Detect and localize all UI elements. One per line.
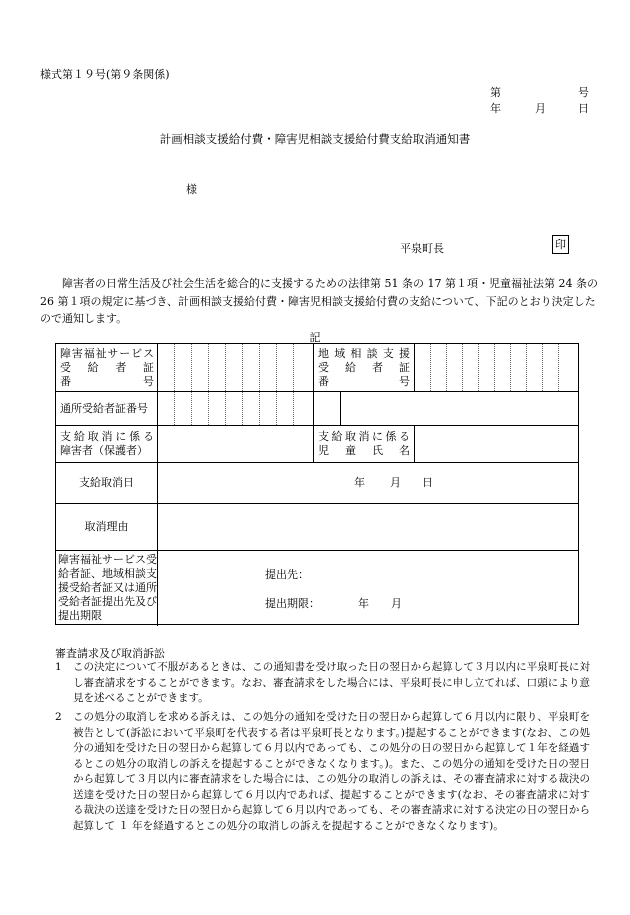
submission-deadline-year: 年: [358, 597, 369, 610]
submission-label-5: 提出期限: [58, 609, 102, 622]
cancel-date-label: 支給取消日: [79, 476, 134, 489]
document-title: 計画相談支援給付費・障害児相談支援給付費支給取消通知書: [159, 132, 471, 146]
welfare-cert-label-2: 受 給 者 証: [60, 361, 154, 374]
daycare-cert-label: 通所受給者証番号: [60, 402, 148, 415]
cancel-date-month: 月: [390, 476, 401, 489]
note-text: この処分の取消しを求める訴えは、この処分の通知を受けた日の翌日から起算して６月以内に限り、平泉町を被告として(訴訟において平泉町を代表する者は平泉町長となります。)提起することができます(なお、この処分の通知を受けた日の翌日から起算して６月以内であっても、この処分の日の翌日から起算して１年を経過するとこの処分の取消しの訴えを提起することができなくなります。)。また、この処分の通知を受けた日の翌日から起算して３月以内に審査請求をした場合には、この処分の取消しの訴えは、その審査請求に対する裁決の送達を受けた日の翌日から起算して６月以内であれば、提起することができます(なお、その審査請求に対する裁決の送達を受けた日の翌日から起算して６月以内であっても、その審査請求に対する決定の日の翌日から起算して １ 年を経過するとこの処分の取消しの訴えを提起することができなくなります)。: [73, 711, 590, 832]
submission-label-4: 受給者証提出先及び: [58, 595, 157, 608]
cancel-date-day: 日: [422, 476, 433, 489]
submission-label-2: 給者証、地域相談支: [58, 567, 157, 580]
table-row: [56, 504, 578, 551]
note-item: [55, 710, 590, 834]
table-row: [56, 463, 578, 504]
addressee-suffix: 様: [186, 183, 197, 196]
note-text: この決定について不服があるときは、この通知書を受け取った日の翌日から起算して３月以内に平泉町長に対し審査請求をすることができます。なお、審査請求をした場合には、平泉町長に申し立てれば、口頭により意見を述べることができます。: [73, 661, 590, 704]
number-prefix: 第: [490, 86, 501, 99]
submission-deadline-label: 提出期限：: [265, 597, 320, 610]
body-paragraph: 障害者の日常生活及び社会生活を総合的に支援するための法律第 51 条の 17 第１項・児童福祉法第 24 条の 26 第１項の規定に基づき、計画相談支援給付費・障害児相談支援給付費の支給について、下記のとおり決定したので通知します。: [40, 277, 598, 325]
welfare-cert-label-1: 障害福祉サービス: [60, 347, 154, 360]
table-row: [56, 392, 578, 426]
details-table: [55, 343, 579, 625]
seal-mark: 印: [552, 235, 569, 254]
ki-heading: 記: [309, 331, 321, 344]
issuer-name: 平泉町長: [400, 242, 444, 255]
submission-deadline-month: 月: [391, 597, 402, 610]
child-name-label-1: 支給取消に係る: [318, 430, 410, 443]
cancel-reason-label: 取消理由: [84, 520, 129, 533]
table-row: [56, 344, 578, 392]
community-cert-label-1: 地域相談支援: [318, 347, 410, 360]
cancel-date-year: 年: [354, 476, 365, 489]
note-number: 2: [55, 711, 62, 723]
submission-destination-label: 提出先：: [265, 568, 309, 581]
note-number: 1: [55, 661, 62, 673]
number-suffix: 号: [578, 86, 589, 99]
date-month: 月: [535, 102, 546, 115]
community-cert-label-2: 受 給 者 証: [318, 361, 410, 374]
date-year: 年: [490, 102, 501, 115]
welfare-cert-label-3: 番 号: [60, 375, 154, 388]
table-row: [56, 551, 578, 626]
submission-label-3: 援受給者証又は通所: [58, 581, 157, 594]
note-item: [55, 660, 590, 707]
notes-heading: 審査請求及び取消訴訟: [55, 647, 165, 660]
community-cert-label-3: 番 号: [318, 375, 410, 388]
child-name-label-2: 児 童 氏 名: [318, 444, 410, 457]
table-row: [56, 426, 578, 463]
disabled-person-label-1: 支給取消に係る: [60, 430, 154, 443]
submission-label-1: 障害福祉サービス受: [58, 553, 157, 566]
date-day: 日: [578, 102, 589, 115]
form-number: 様式第１９号(第９条関係): [40, 68, 170, 81]
disabled-person-label-2: 障害者（保護者）: [60, 444, 148, 457]
